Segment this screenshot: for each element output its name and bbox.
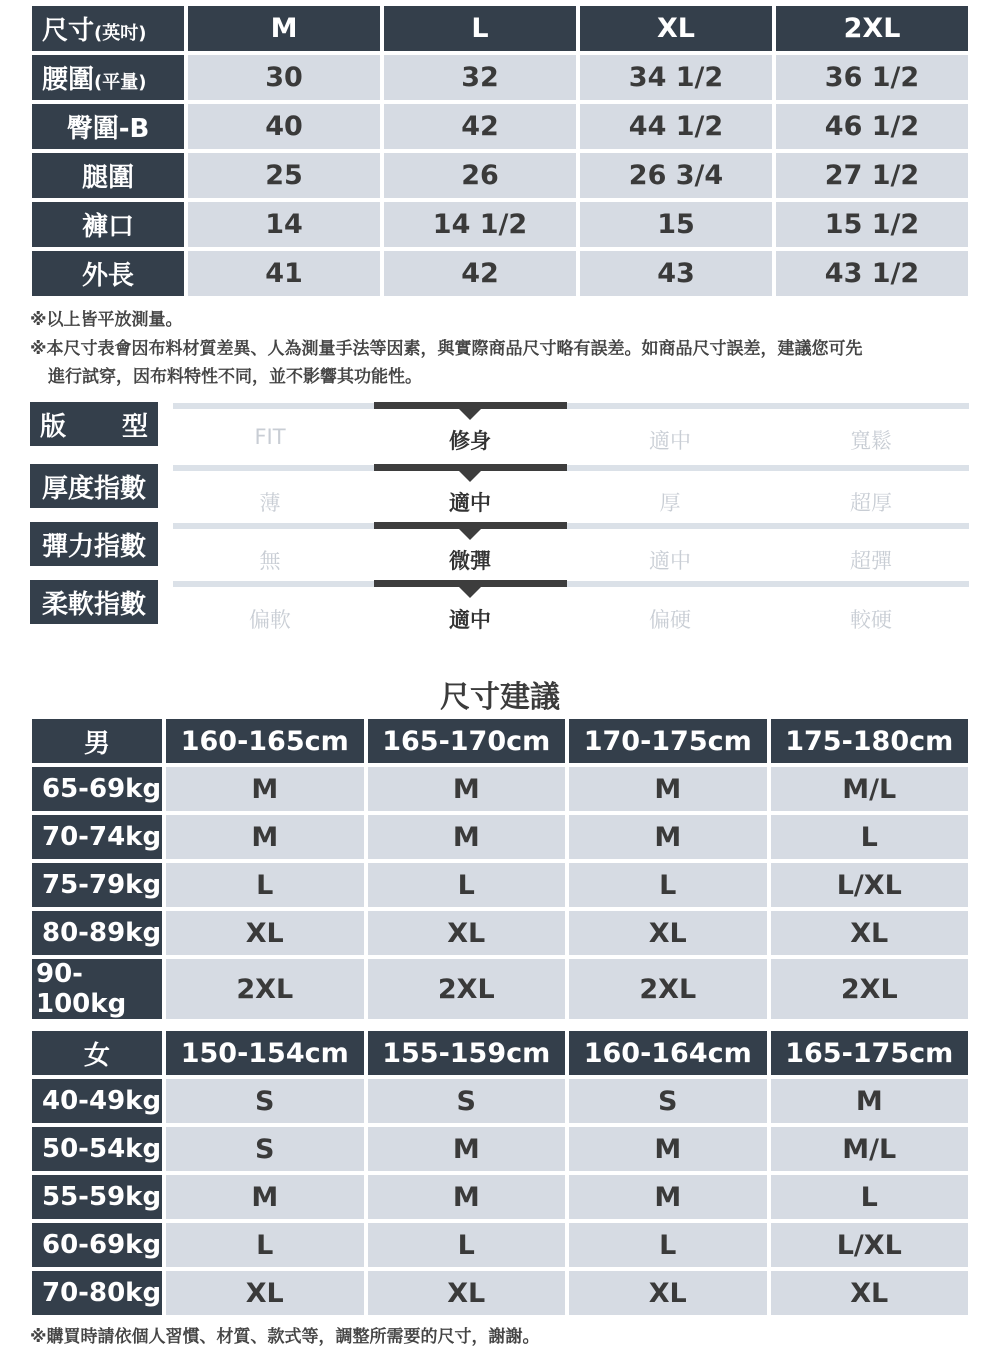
fit-label-char: 型 <box>121 411 148 442</box>
height-header: 160-165cm <box>166 719 364 763</box>
height-header: 175-180cm <box>771 719 969 763</box>
table-cell: M <box>166 815 364 859</box>
table-cell: L <box>569 1223 767 1267</box>
size-header-cell: M <box>188 6 380 51</box>
table-row <box>32 1127 968 1171</box>
men-size-recommendation-table <box>28 715 972 1023</box>
women-size-recommendation-table <box>28 1027 972 1319</box>
table-cell: M <box>368 1127 566 1171</box>
table-cell: 44 1/2 <box>580 104 772 149</box>
table-cell: XL <box>368 911 566 955</box>
table-row <box>32 251 968 296</box>
waist-sub-label: (平量) <box>94 72 147 93</box>
table-cell: XL <box>166 1271 364 1315</box>
attribute-option: 超厚 <box>850 491 892 515</box>
table-cell: 41 <box>188 251 380 296</box>
size-chart-corner-label <box>32 6 184 51</box>
table-cell: L <box>368 1223 566 1267</box>
table-cell: XL <box>569 1271 767 1315</box>
purchase-note: ※購買時請依個人習慣、材質、款式等，調整所需要的尺寸，謝謝。 <box>30 1327 540 1347</box>
table-cell: M <box>368 815 566 859</box>
height-header: 160-164cm <box>569 1031 767 1075</box>
table-cell: S <box>166 1079 364 1123</box>
size-chart-header-row <box>32 6 968 51</box>
table-row <box>32 1223 968 1267</box>
table-row <box>32 1079 968 1123</box>
table-cell: 42 <box>384 104 576 149</box>
attribute-option: 偏硬 <box>649 608 691 632</box>
attribute-option: 薄 <box>259 491 281 515</box>
table-cell: 14 <box>188 202 380 247</box>
height-header: 165-175cm <box>771 1031 969 1075</box>
weight-label: 60-69kg <box>32 1223 162 1267</box>
weight-label: 40-49kg <box>32 1079 162 1123</box>
table-cell: L <box>569 863 767 907</box>
weight-label: 80-89kg <box>32 911 162 955</box>
table-cell: XL <box>771 1271 969 1315</box>
table-cell: S <box>368 1079 566 1123</box>
table-cell: S <box>569 1079 767 1123</box>
weight-label: 50-54kg <box>32 1127 162 1171</box>
attribute-label: 厚度指數 <box>30 464 158 508</box>
women-label: 女 <box>32 1031 162 1075</box>
table-cell: 2XL <box>368 959 566 1019</box>
measurement-note: ※以上皆平放測量。 <box>30 310 183 330</box>
table-row <box>32 767 968 811</box>
table-cell: 26 3/4 <box>580 153 772 198</box>
table-cell: 42 <box>384 251 576 296</box>
attribute-option: 適中 <box>649 549 691 573</box>
table-cell: L/XL <box>771 863 969 907</box>
table-cell: L <box>368 863 566 907</box>
attribute-option: 偏軟 <box>249 608 291 632</box>
table-cell: M/L <box>771 767 969 811</box>
height-header: 150-154cm <box>166 1031 364 1075</box>
table-cell: L <box>166 863 364 907</box>
weight-label: 55-59kg <box>32 1175 162 1219</box>
table-cell: M <box>368 1175 566 1219</box>
size-label: 尺寸 <box>42 16 95 46</box>
table-row <box>32 863 968 907</box>
men-label: 男 <box>32 719 162 763</box>
attribute-scale-line <box>173 465 969 471</box>
attribute-option-selected: 適中 <box>449 491 491 515</box>
size-header-cell: 2XL <box>776 6 968 51</box>
fit-label-char: 版 <box>40 411 67 442</box>
table-cell: 30 <box>188 55 380 100</box>
table-cell: L <box>771 1175 969 1219</box>
height-header: 170-175cm <box>569 719 767 763</box>
attribute-option: 無 <box>259 549 281 573</box>
table-row <box>32 202 968 247</box>
table-cell: M/L <box>771 1127 969 1171</box>
attribute-label: 柔軟指數 <box>30 580 158 624</box>
measurement-label: 外長 <box>32 251 184 296</box>
size-header-cell: XL <box>580 6 772 51</box>
table-cell: M <box>569 815 767 859</box>
women-header-row <box>32 1031 968 1075</box>
weight-label: 90-100kg <box>32 959 162 1019</box>
men-header-row <box>32 719 968 763</box>
table-cell: XL <box>368 1271 566 1315</box>
table-cell: M <box>569 1175 767 1219</box>
measurement-label <box>32 55 184 100</box>
attribute-option-selected: 修身 <box>449 429 491 453</box>
table-row <box>32 1175 968 1219</box>
table-cell: 2XL <box>166 959 364 1019</box>
attribute-scale-line <box>173 403 969 409</box>
table-cell: 26 <box>384 153 576 198</box>
attribute-label: 彈力指數 <box>30 522 158 566</box>
table-row <box>32 1271 968 1315</box>
table-cell: 32 <box>384 55 576 100</box>
table-cell: 40 <box>188 104 380 149</box>
table-cell: 36 1/2 <box>776 55 968 100</box>
table-cell: M <box>569 767 767 811</box>
attribute-label <box>30 402 158 446</box>
table-cell: L/XL <box>771 1223 969 1267</box>
down-arrow-icon <box>458 528 482 540</box>
down-arrow-icon <box>458 586 482 598</box>
table-cell: 43 <box>580 251 772 296</box>
down-arrow-icon <box>458 470 482 482</box>
height-header: 155-159cm <box>368 1031 566 1075</box>
table-row <box>32 153 968 198</box>
table-cell: L <box>771 815 969 859</box>
table-row <box>32 55 968 100</box>
table-cell: 2XL <box>569 959 767 1019</box>
table-cell: XL <box>166 911 364 955</box>
table-row <box>32 104 968 149</box>
table-cell: 43 1/2 <box>776 251 968 296</box>
table-row <box>32 815 968 859</box>
attribute-option-selected: 適中 <box>449 608 491 632</box>
table-cell: 25 <box>188 153 380 198</box>
table-cell: L <box>166 1223 364 1267</box>
attribute-option: 適中 <box>649 429 691 453</box>
table-row <box>32 911 968 955</box>
measurement-label: 褲口 <box>32 202 184 247</box>
table-row <box>32 959 968 1019</box>
table-cell: M <box>569 1127 767 1171</box>
attribute-option: 寬鬆 <box>850 429 892 453</box>
disclaimer-note-continued: 進行試穿，因布料特性不同，並不影響其功能性。 <box>48 367 422 387</box>
table-cell: M <box>771 1079 969 1123</box>
weight-label: 70-74kg <box>32 815 162 859</box>
table-cell: 27 1/2 <box>776 153 968 198</box>
table-cell: S <box>166 1127 364 1171</box>
table-cell: M <box>166 1175 364 1219</box>
unit-label: (英吋) <box>94 23 147 44</box>
table-cell: XL <box>569 911 767 955</box>
table-cell: 2XL <box>771 959 969 1019</box>
waist-label: 腰圍 <box>42 65 95 95</box>
table-cell: 34 1/2 <box>580 55 772 100</box>
attribute-option: 超彈 <box>850 549 892 573</box>
attribute-scale-line <box>173 581 969 587</box>
table-cell: 15 1/2 <box>776 202 968 247</box>
measurement-label: 腿圍 <box>32 153 184 198</box>
table-cell: XL <box>771 911 969 955</box>
size-header-cell: L <box>384 6 576 51</box>
table-cell: 46 1/2 <box>776 104 968 149</box>
attribute-option: 較硬 <box>850 608 892 632</box>
attribute-scale-line <box>173 523 969 529</box>
weight-label: 70-80kg <box>32 1271 162 1315</box>
table-cell: 15 <box>580 202 772 247</box>
attribute-option-selected: 微彈 <box>449 549 491 573</box>
attribute-option: FIT <box>254 425 286 449</box>
size-chart-table <box>28 2 972 300</box>
height-header: 165-170cm <box>368 719 566 763</box>
disclaimer-note: ※本尺寸表會因布料材質差異、人為測量手法等因素，與實際商品尺寸略有誤差。如商品尺寸誤差，建議您可先 <box>30 339 863 359</box>
table-cell: M <box>368 767 566 811</box>
table-cell: 14 1/2 <box>384 202 576 247</box>
weight-label: 75-79kg <box>32 863 162 907</box>
measurement-label: 臀圍-B <box>32 104 184 149</box>
recommendation-title: 尺寸建議 <box>440 680 560 715</box>
weight-label: 65-69kg <box>32 767 162 811</box>
down-arrow-icon <box>458 408 482 420</box>
attribute-option: 厚 <box>659 491 681 515</box>
table-cell: M <box>166 767 364 811</box>
